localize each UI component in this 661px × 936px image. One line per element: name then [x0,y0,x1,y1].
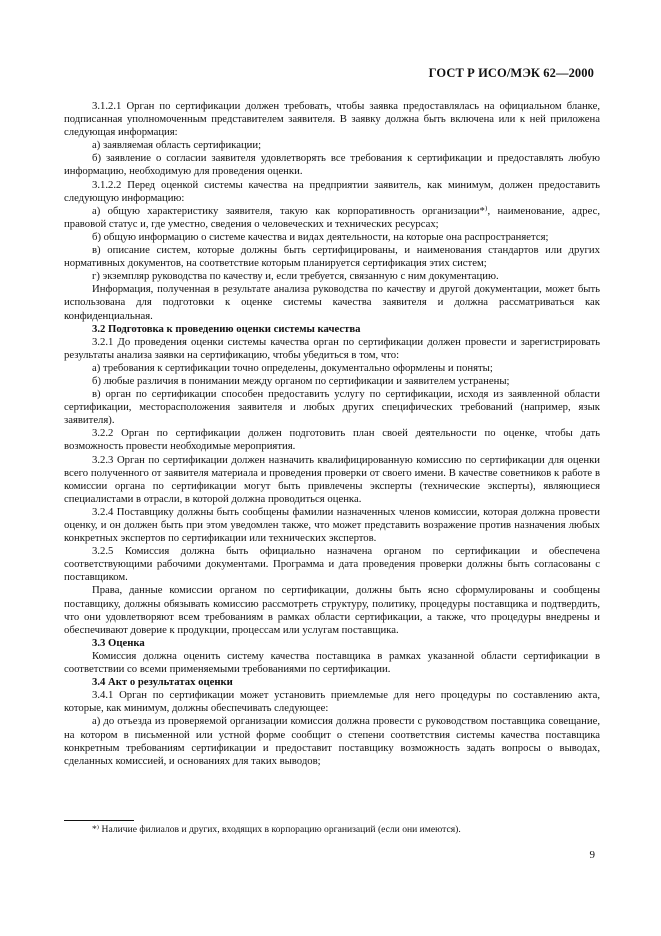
paragraph: б) общую информацию о системе качества и видах деятельности, на которые она распространяется; [92,230,549,243]
paragraph: а) общую характеристику заявителя, такую как корпоративность организации*⁾, наименование, адрес, правовой статус и, где уместно, сведения о человеческих и технических ресурсах; [64,204,600,230]
page-number: 9 [589,849,595,861]
paragraph: г) экземпляр руководства по качеству и, если требуется, связанную с ним документацию. [92,270,499,283]
paragraph: Права, данные комиссии органом по сертификации, должны быть ясно сформулированы и сообщены поставщику, должны обязывать комиссию рассмотреть структуру, политику, процедуры поставщика и подтвердить, что они удовлетворяют всем требованиям в рамках области сертификации, а также, что процедуры внедрены и обеспечивают доверие к продукции, процессам или услугам поставщика. [64,584,600,636]
paragraph: 3.1.2.1 Орган по сертификации должен требовать, чтобы заявка предоставлялась на официальном бланке, подписанная уполномоченным представителем заявителя. В заявку должна быть включена или к ней приложена следующая информация: [64,100,600,139]
footnote-divider [64,820,134,821]
section-heading: 3.2 Подготовка к проведению оценки системы качества [92,322,361,335]
paragraph: в) описание систем, которые должны быть сертифицированы, и наименования стандартов или других нормативных документов, на соответствие которым планируется сертификация этих систем; [64,244,600,270]
document-body [64,100,600,768]
paragraph: 3.1.2.2 Перед оценкой системы качества на предприятии заявитель, как минимум, должен предоставить следующую информацию: [64,178,600,204]
paragraph: 3.4.1 Орган по сертификации может установить приемлемые для него процедуры по составлению акта, которые, как минимум, должны обеспечивать следующее: [64,689,600,715]
document-header: ГОСТ Р ИСО/МЭК 62—2000 [428,66,594,80]
paragraph: б) любые различия в понимании между органом по сертификации и заявителем устранены; [92,374,510,387]
paragraph: 3.2.1 До проведения оценки системы качества орган по сертификации должен провести и зарегистрировать результаты анализа заявки на сертификацию, чтобы убедиться в том, что: [64,335,600,361]
paragraph: 3.2.3 Орган по сертификации должен назначить квалифицированную комиссию по сертификации для оценки всего полученного от заявителя материала и проведения проверки от своего имени. В качестве советников к работе в комиссии органа по сертификации могут быть привлечены эксперты (технические эксперты), являющиеся специалистами в отрасли, в которой должна проводиться оценка. [64,453,600,505]
paragraph: а) требования к сертификации точно определены, документально оформлены и поняты; [92,361,493,374]
paragraph: 3.2.5 Комиссия должна быть официально назначена органом по сертификации и обеспечена соответствующими рабочими документами. Программа и дата проведения проверки должны быть согласованы с поставщиком. [64,545,600,584]
footnote: *⁾ Наличие филиалов и других, входящих в корпорацию организаций (если они имеются). [92,824,461,835]
section-heading: 3.3 Оценка [92,636,145,649]
section-heading: 3.4 Акт о результатах оценки [92,676,233,689]
paragraph: Комиссия должна оценить систему качества поставщика в рамках указанной области сертификации в соответствии со всеми применяемыми требованиями по сертификации. [64,649,600,676]
paragraph: б) заявление о согласии заявителя удовлетворять все требования к сертификации и предоставлять любую информацию, необходимую для проведения оценки. [64,152,600,178]
paragraph: 3.2.4 Поставщику должны быть сообщены фамилии назначенных членов комиссии, которая должна провести оценку, и он должен быть при этом уведомлен также, что может представить возражение против назначения любых конкретных экспертов по сертификации или технических экспертов. [64,505,600,545]
paragraph: 3.2.2 Орган по сертификации должен подготовить план своей деятельности по оценке, чтобы дать возможность провести необходимые мероприятия. [64,427,600,453]
paragraph: Информация, полученная в результате анализа руководства по качеству и другой документации, может быть использована для подготовки к оценке системы качества заявителя и должна рассматриваться как конфиденциальная. [64,283,600,322]
paragraph: в) орган по сертификации способен предоставить услугу по сертификации, исходя из заявленной области сертификации, месторасположения заявителя и любых других специфических требований (например, язык заявителя). [64,388,600,427]
paragraph: а) заявляемая область сертификации; [92,139,262,152]
paragraph: а) до отъезда из проверяемой организации комиссия должна провести с руководством поставщика совещание, на котором в письменной или устной форме сообщит о степени соответствия системы качества поставщика конкретным требованиям сертификации и предоставит поставщику возможность задать вопросы о выводах, сделанных комиссией, и основаниях для таких выводов; [64,715,600,767]
